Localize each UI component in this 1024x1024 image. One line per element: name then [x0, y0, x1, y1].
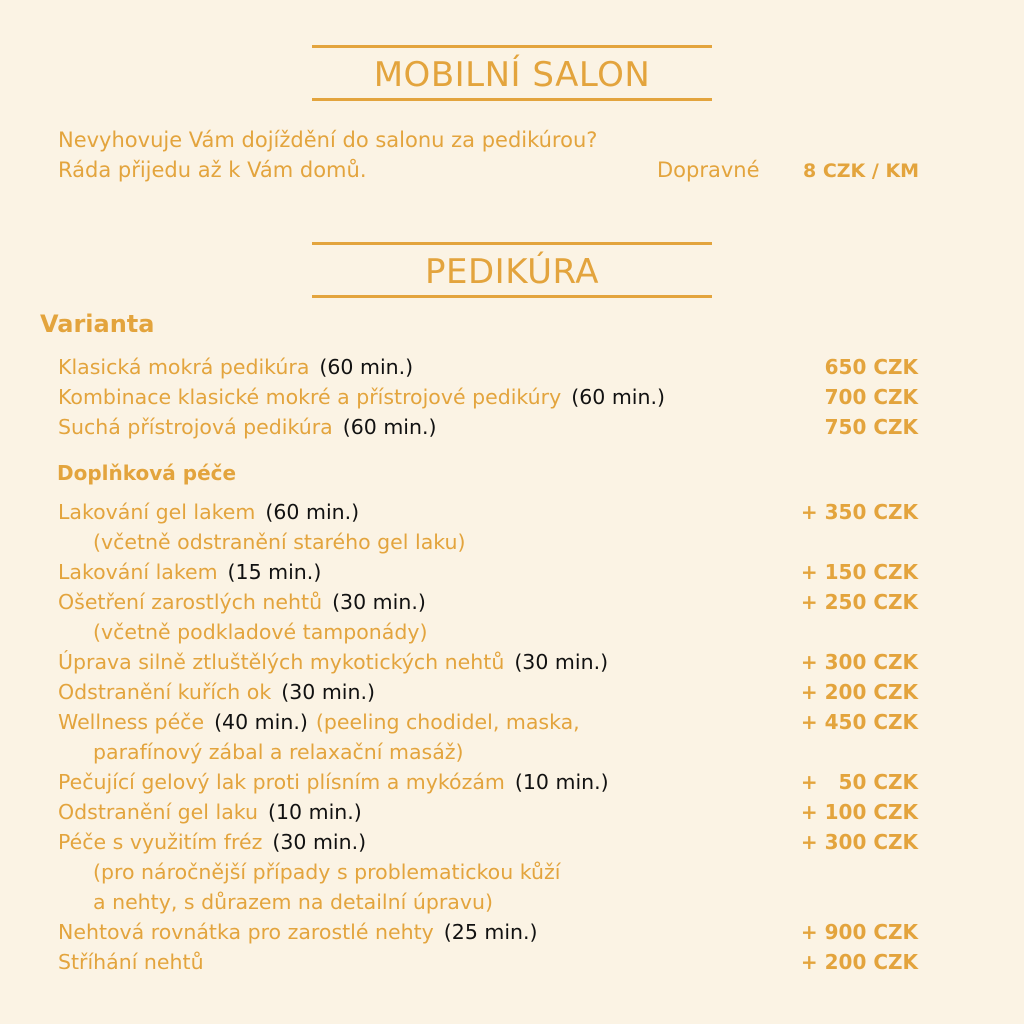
service-price: + 300 CZK: [800, 650, 918, 674]
service-duration: (60 min.): [571, 385, 665, 409]
service-price: + 200 CZK: [800, 680, 918, 704]
service-name: Klasická mokrá pedikúra: [58, 355, 310, 379]
price-list-item: [58, 710, 918, 740]
service-duration: (60 min.): [319, 355, 414, 379]
service-description: parafínový zábal a relaxační masáž): [93, 740, 464, 764]
service-name: Odstranění gel laku: [58, 800, 258, 824]
title-rule-top: [312, 242, 712, 245]
service-duration: (30 min.): [272, 830, 367, 854]
service-name: Kombinace klasické mokré a přístrojové pedikúry: [58, 385, 562, 409]
title-rule-top: [312, 45, 712, 48]
service-price: 650 CZK: [824, 355, 918, 379]
section-title-pedicure: PEDIKÚRA: [425, 252, 599, 292]
service-name: Nehtová rovnátka pro zarostlé nehty: [58, 920, 434, 944]
price-list-item: [58, 355, 918, 385]
service-name: Odstranění kuřích ok: [58, 680, 272, 704]
service-name: Lakování gel lakem: [58, 500, 256, 524]
price-list-item: [58, 500, 918, 530]
service-description: (pro náročnější případy s problematickou kůží: [93, 860, 561, 884]
title-rule-bottom: [312, 98, 712, 101]
service-price: + 100 CZK: [800, 800, 918, 824]
price-list-item: [58, 920, 918, 950]
service-duration: (60 min.): [265, 500, 360, 524]
service-name: Stříhání nehtů: [58, 950, 204, 974]
title-rule-bottom: [312, 295, 712, 298]
service-duration: (30 min.): [332, 590, 426, 614]
price-list-item: [58, 800, 918, 830]
service-name: Úprava silně ztluštělých mykotických nehtů: [58, 650, 505, 674]
service-price: + 300 CZK: [800, 830, 918, 854]
service-description: (včetně odstranění starého gel laku): [93, 530, 466, 554]
price-list-item: [58, 830, 918, 860]
price-list-item: [58, 680, 918, 710]
price-list-item: [58, 590, 918, 620]
price-list-item: [58, 770, 918, 800]
service-price: + 450 CZK: [800, 710, 918, 734]
service-price: 700 CZK: [824, 385, 918, 409]
travel-fee-value: 8 CZK / KM: [803, 160, 920, 182]
intro-line-2: Ráda přijedu až k Vám domů.: [58, 158, 367, 182]
service-duration: (30 min.): [281, 680, 375, 704]
service-note: (peeling chodidel, maska,: [315, 710, 580, 734]
service-price: + 250 CZK: [800, 590, 918, 614]
price-list-item: [58, 650, 918, 680]
section-title-mobile-salon: MOBILNÍ SALON: [373, 55, 651, 95]
service-name: Lakování lakem: [58, 560, 218, 584]
variants-heading: Varianta: [40, 310, 155, 338]
service-price: 750 CZK: [824, 415, 918, 439]
price-list-item: [58, 560, 918, 590]
price-list-item: [58, 415, 918, 445]
service-name: Péče s využitím fréz: [58, 830, 263, 854]
service-duration: (10 min.): [268, 800, 362, 824]
service-name: Suchá přístrojová pedikúra: [58, 415, 333, 439]
service-duration: (25 min.): [443, 920, 538, 944]
service-price: + 350 CZK: [800, 500, 918, 524]
service-name: Ošetření zarostlých nehtů: [58, 590, 323, 614]
intro-line-1: Nevyhovuje Vám dojíždění do salonu za pedikúrou?: [58, 128, 598, 152]
service-duration: (30 min.): [514, 650, 609, 674]
service-duration: (60 min.): [342, 415, 437, 439]
travel-fee-label: Dopravné: [657, 158, 760, 182]
service-price: + 50 CZK: [800, 770, 918, 794]
addons-heading: Doplňková péče: [57, 461, 237, 485]
price-list-item: [58, 385, 918, 415]
service-price: + 900 CZK: [800, 920, 918, 944]
service-price: + 150 CZK: [800, 560, 918, 584]
service-price: + 200 CZK: [800, 950, 918, 974]
service-duration: (15 min.): [227, 560, 322, 584]
service-duration: (40 min.): [214, 710, 308, 734]
service-name: Wellness péče: [58, 710, 205, 734]
service-duration: (10 min.): [514, 770, 609, 794]
service-name: Pečující gelový lak proti plísním a mykózám: [58, 770, 505, 794]
service-description: a nehty, s důrazem na detailní úpravu): [93, 890, 493, 914]
price-list-item: [58, 950, 918, 980]
service-description: (včetně podkladové tamponády): [93, 620, 428, 644]
